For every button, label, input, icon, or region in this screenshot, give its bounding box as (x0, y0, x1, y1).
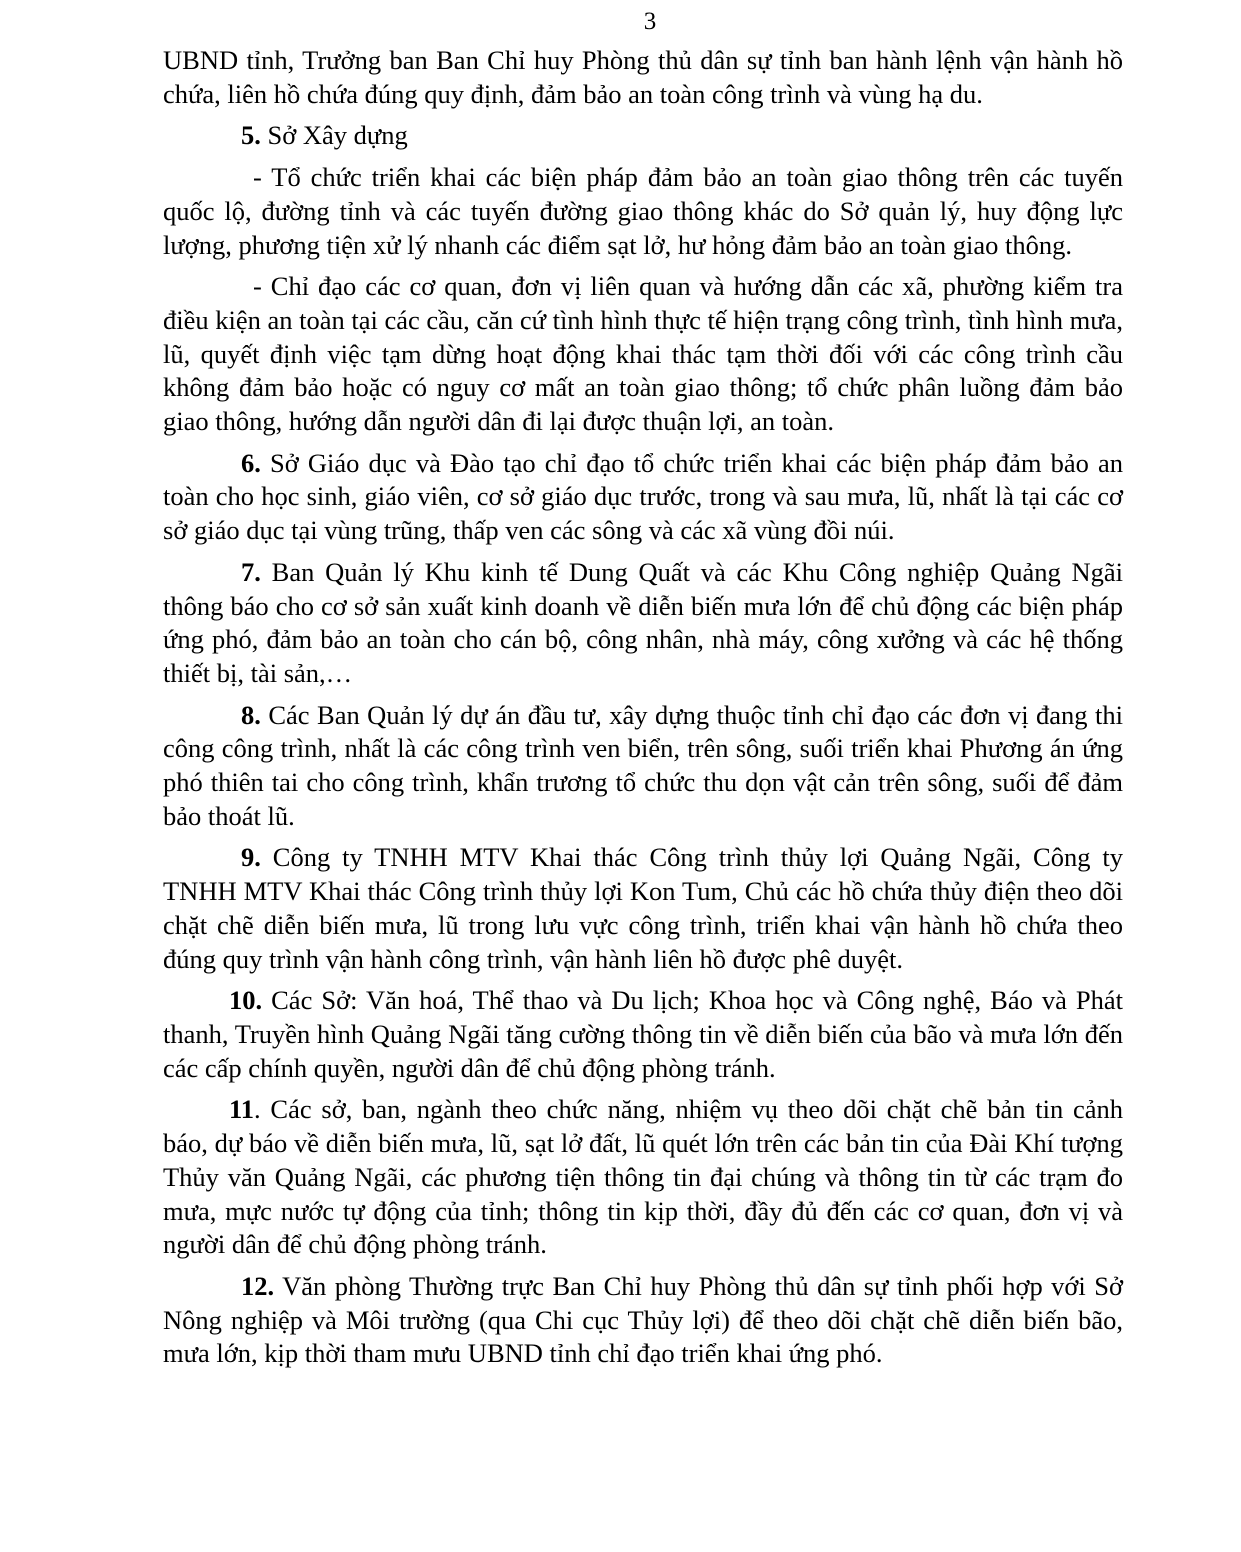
section-10 (163, 984, 1123, 1085)
paragraph-text: Sở Giáo dục và Đào tạo chỉ đạo tổ chức triển khai các biện pháp đảm bảo an toàn cho học sinh, giáo viên, cơ sở giáo dục trước, trong và sau mưa, lũ, nhất là tại các cơ sở giáo dục tại vùng trũng, thấp ven các sông và các xã vùng đồi núi. (163, 447, 1123, 546)
section-5-bullet-2 (163, 270, 1123, 439)
document-body (163, 44, 1123, 1379)
section-9 (163, 841, 1123, 976)
section-6 (163, 447, 1123, 548)
paragraph-text: Công ty TNHH MTV Khai thác Công trình thủy lợi Quảng Ngãi, Công ty TNHH MTV Khai thác Công trình thủy lợi Kon Tum, Chủ các hồ chứa thủy điện theo dõi chặt chẽ diễn biến mưa, lũ trong lưu vực công trình, triển khai vận hành hồ chứa theo đúng quy trình vận hành công trình, vận hành liên hồ được phê duyệt. (163, 842, 1123, 974)
page-number: 3 (643, 8, 657, 35)
section-number: 6. (241, 447, 261, 478)
paragraph-text: Các Ban Quản lý dự án đầu tư, xây dựng thuộc tỉnh chỉ đạo các đơn vị đang thi công công trình, nhất là các công trình ven biển, trên sông, suối triển khai Phương án ứng phó thiên tai cho công trình, khẩn trương tổ chức thu dọn vật cản trên sông, suối để đảm bảo thoát lũ. (163, 699, 1123, 831)
section-number: 5. (241, 120, 261, 151)
paragraph-text: UBND tỉnh, Trưởng ban Ban Chỉ huy Phòng thủ dân sự tỉnh ban hành lệnh vận hành hồ chứa, liên hồ chứa đúng quy định, đảm bảo an toàn công trình và vùng hạ du. (163, 45, 1123, 109)
paragraph-text: Sở Xây dựng (260, 120, 408, 151)
paragraph-text: Ban Quản lý Khu kinh tế Dung Quất và các Khu Công nghiệp Quảng Ngãi thông báo cho cơ sở sản xuất kinh doanh về diễn biến mưa lớn để chủ động các biện pháp ứng phó, đảm bảo an toàn cho cán bộ, công nhân, nhà máy, công xưởng và các hệ thống thiết bị, tài sản,… (163, 556, 1123, 688)
paragraph-text: - Tổ chức triển khai các biện pháp đảm bảo an toàn giao thông trên các tuyến quốc lộ, đường tỉnh và các tuyến đường giao thông khác do Sở quản lý, huy động lực lượng, phương tiện xử lý nhanh các điểm sạt lở, hư hỏng đảm bảo an toàn giao thông. (163, 162, 1123, 260)
section-5-bullet-1 (163, 161, 1123, 262)
section-number: 8. (241, 699, 261, 730)
section-8 (163, 699, 1123, 834)
section-number: 7. (241, 556, 261, 587)
paragraph-text: Văn phòng Thường trực Ban Chỉ huy Phòng thủ dân sự tỉnh phối hợp với Sở Nông nghiệp và Môi trường (qua Chi cục Thủy lợi) để theo dõi chặt chẽ diễn biến bão, mưa lớn, kịp thời tham mưu UBND tỉnh chỉ đạo triển khai ứng phó. (163, 1270, 1123, 1369)
paragraph-text: - Chỉ đạo các cơ quan, đơn vị liên quan và hướng dẫn các xã, phường kiểm tra điều kiện an toàn tại các cầu, căn cứ tình hình thực tế hiện trạng công trình, tình hình mưa, lũ, quyết định việc tạm dừng hoạt động khai thác tạm thời đối với các công trình cầu không đảm bảo hoặc có nguy cơ mất an toàn giao thông; tổ chức phân luồng đảm bảo giao thông, hướng dẫn người dân đi lại được thuận lợi, an toàn. (163, 271, 1123, 437)
section-11 (163, 1093, 1123, 1262)
paragraph-continuation (163, 44, 1123, 111)
paragraph-text: . Các sở, ban, ngành theo chức năng, nhiệm vụ theo dõi chặt chẽ bản tin cảnh báo, dự báo về diễn biến mưa, lũ, sạt lở đất, lũ quét lớn trên các bản tin của Đài Khí tượng Thủy văn Quảng Ngãi, các phương tiện thông tin đại chúng và thông tin từ các trạm đo mưa, mực nước tự động của tỉnh; thông tin kịp thời, đầy đủ đến các cơ quan, đơn vị và người dân để chủ động phòng tránh. (163, 1094, 1123, 1260)
section-number: 10. (229, 985, 263, 1016)
section-7 (163, 556, 1123, 691)
section-12 (163, 1270, 1123, 1371)
section-number: 12. (241, 1270, 275, 1301)
section-5-heading (163, 119, 1123, 153)
paragraph-text: Các Sở: Văn hoá, Thể thao và Du lịch; Khoa học và Công nghệ, Báo và Phát thanh, Truyền hình Quảng Ngãi tăng cường thông tin về diễn biến của bão và mưa lớn đến các cấp chính quyền, người dân để chủ động phòng tránh. (163, 985, 1123, 1083)
section-number: 9. (241, 842, 261, 873)
section-number: 11 (229, 1094, 255, 1125)
